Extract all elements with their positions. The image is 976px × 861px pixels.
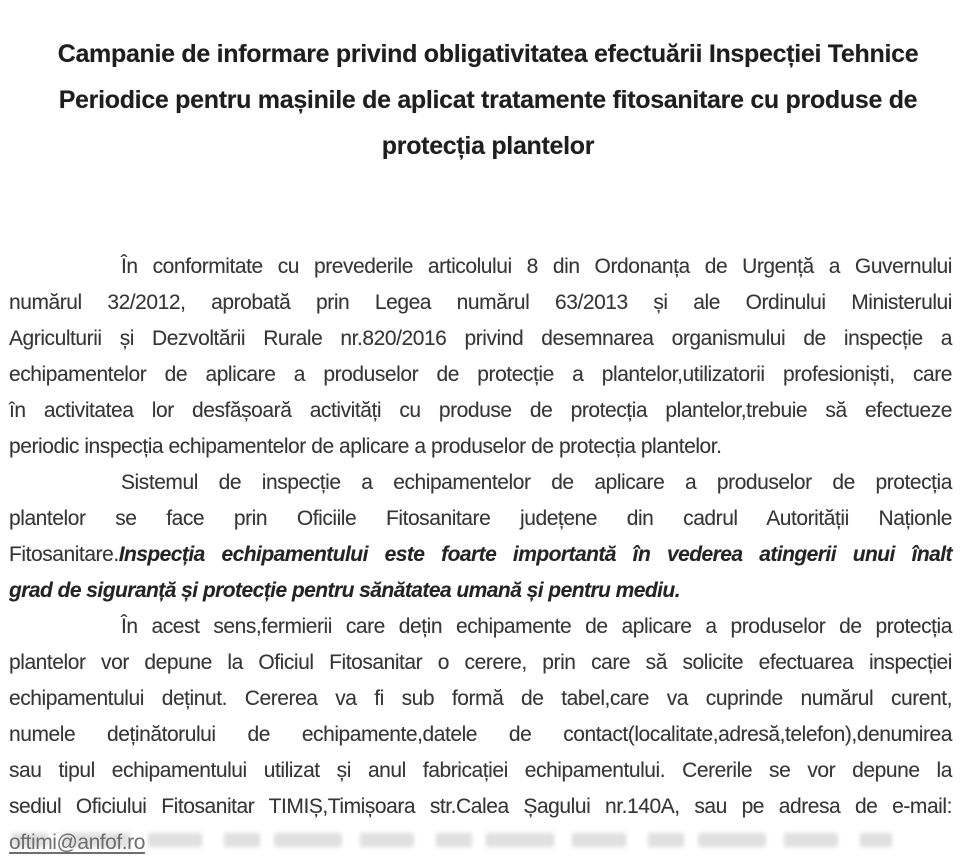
text-line xyxy=(9,537,952,573)
text-line xyxy=(9,249,952,285)
text-segment: echipamentelor de aplicare a produselor de protecție a plantelor,utilizatorii profesioniști, care xyxy=(9,363,952,386)
text-line xyxy=(9,609,952,645)
text-line xyxy=(9,753,952,789)
text-segment: plantelor vor depune la Oficiul Fitosanitar o cerere, prin care să solicite efectuarea inspecției xyxy=(9,651,952,674)
text-segment: numele deținătorului de echipamente,datele de contact(localitate,adresă,telefon),denumirea xyxy=(9,723,952,746)
text-segment: plantelor se face prin Oficiile Fitosanitare județene din cadrul Autorității Naționle xyxy=(9,507,952,530)
paragraph-1 xyxy=(9,249,952,465)
text-segment: Sistemul de inspecție a echipamentelor de aplicare a produselor de protecția xyxy=(121,471,952,494)
text-line xyxy=(9,465,952,501)
text-segment: sediul Oficiului Fitosanitar TIMIȘ,Timișoara str.Calea Șagului nr.140A, sau pe adresa de e-mail: xyxy=(9,795,952,818)
text-line xyxy=(9,321,952,357)
title-line-3: protecția plantelor xyxy=(381,132,595,160)
email-link[interactable]: oftimi@anfof.ro xyxy=(9,831,145,854)
text-segment: În acest sens,fermierii care dețin echipamente de aplicare a produselor de protecția xyxy=(121,615,952,638)
text-line xyxy=(9,429,952,465)
text-segment: În conformitate cu prevederile articolului 8 din Ordonanța de Urgență a Guvernului xyxy=(121,255,952,278)
text-segment: echipamentului deținut. Cererea va fi sub formă de tabel,care va cuprinde numărul curent, xyxy=(9,687,952,710)
text-line xyxy=(9,393,952,429)
text-line xyxy=(9,645,952,681)
paragraph-2 xyxy=(9,465,952,609)
document-body xyxy=(0,249,976,861)
emphasized-text-segment: Inspecția echipamentului este foarte importantă în vederea atingerii unui înalt xyxy=(118,543,952,566)
text-line xyxy=(9,357,952,393)
text-line xyxy=(9,717,952,753)
text-line xyxy=(9,681,952,717)
title-line-2: Periodice pentru mașinile de aplicat tratamente fitosanitare cu produse de xyxy=(58,86,918,114)
paragraph-3 xyxy=(9,609,952,861)
cut-off-line-remnant xyxy=(12,833,892,847)
text-segment: Agriculturii și Dezvoltării Rurale nr.820/2016 privind desemnarea organismului de inspecție a xyxy=(9,327,952,350)
text-segment: periodic inspecția echipamentelor de aplicare a produselor de protecția plantelor. xyxy=(9,435,722,458)
title-line-1: Campanie de informare privind obligativitatea efectuării Inspecției Tehnice xyxy=(57,40,919,68)
emphasized-text-segment: grad de siguranță și protecție pentru sănătatea umană și pentru mediu. xyxy=(9,579,680,602)
text-segment: sau tipul echipamentului utilizat și anul fabricației echipamentului. Cererile se vor depune la xyxy=(9,759,952,782)
text-line xyxy=(9,789,952,825)
text-segment: în activitatea lor desfășoară activități cu produse de protecția plantelor,trebuie să efectueze xyxy=(9,399,952,422)
text-segment: Fitosanitare. xyxy=(9,543,119,566)
text-line xyxy=(9,501,952,537)
text-line xyxy=(9,285,952,321)
document-title xyxy=(0,0,976,169)
text-segment: numărul 32/2012, aprobată prin Legea numărul 63/2013 și ale Ordinului Ministerului xyxy=(9,291,952,314)
text-line xyxy=(9,573,952,609)
